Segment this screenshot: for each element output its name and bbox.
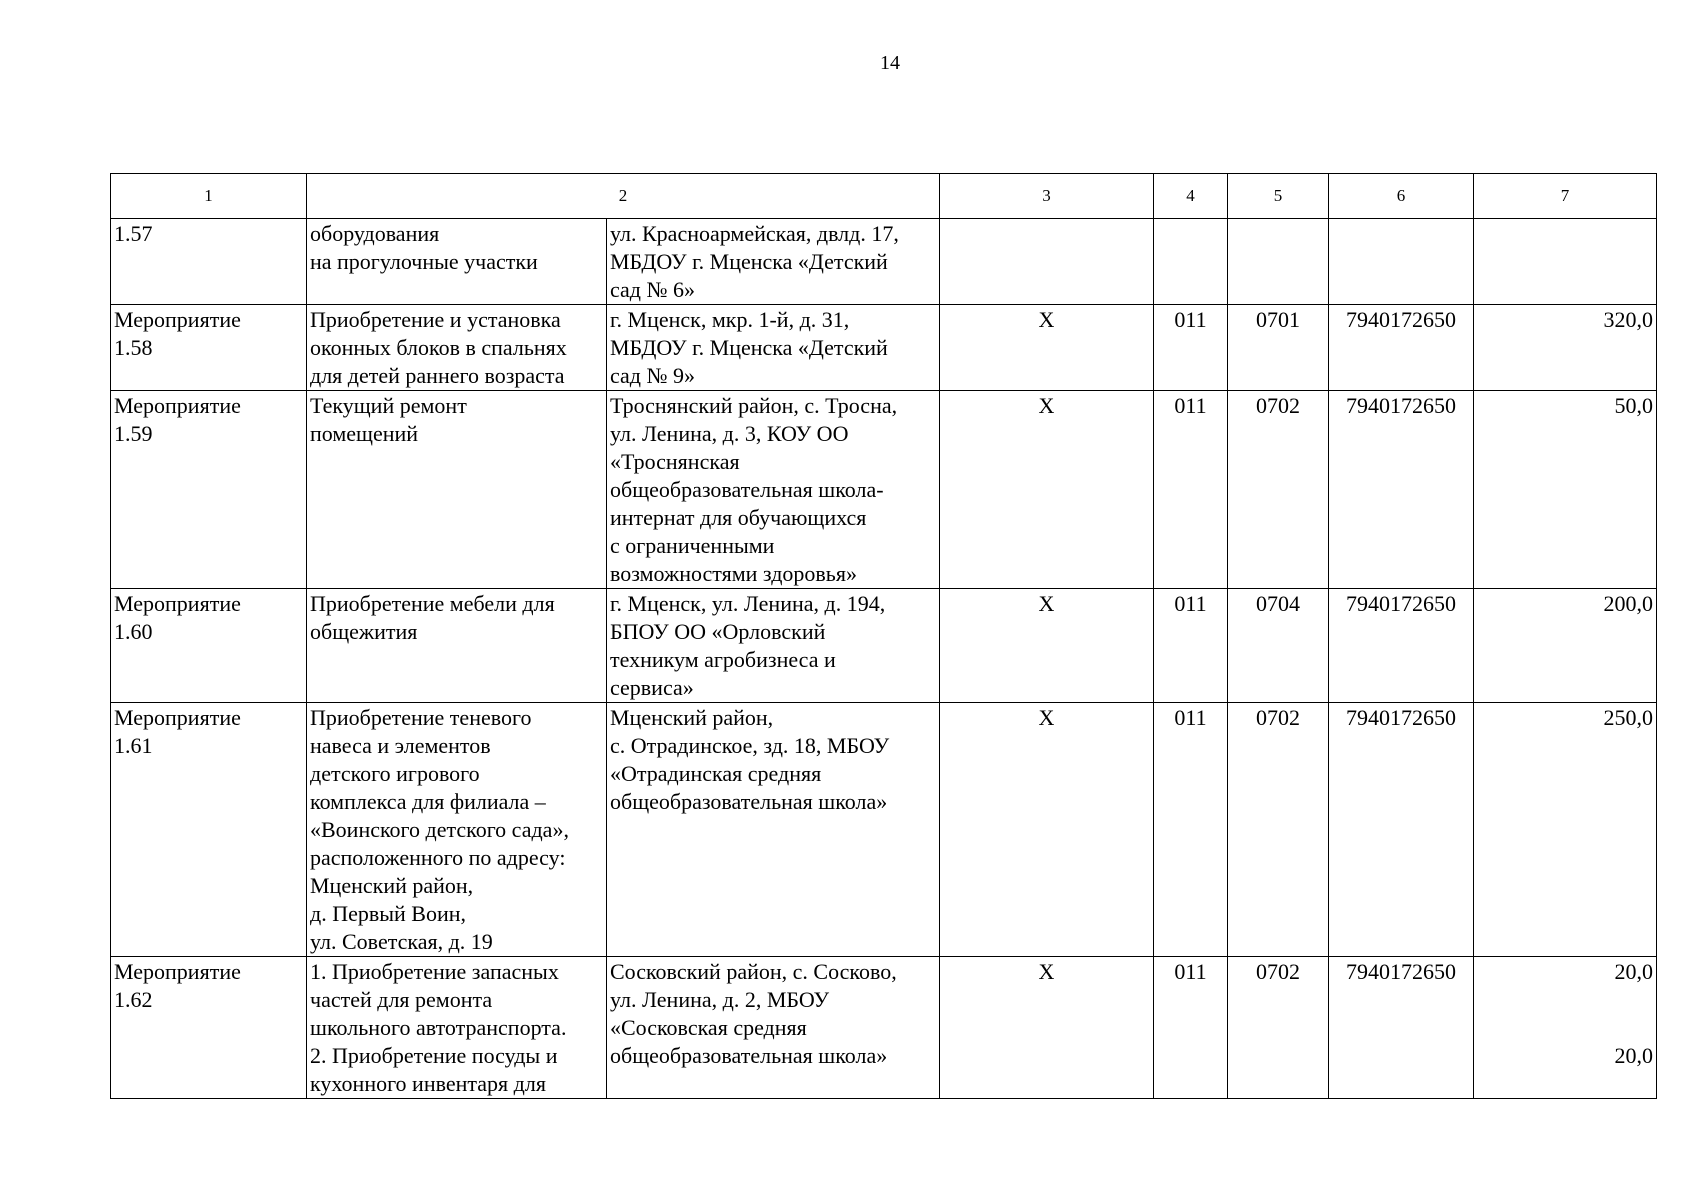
cell-col-6: 7940172650 [1329,391,1474,589]
table-row [111,305,1657,391]
cell-col-5: 0702 [1228,391,1329,589]
event-id: Мероприятие 1.60 [111,589,307,703]
cell-col-7 [1474,219,1657,305]
event-name: Текущий ремонт помещений [307,391,607,589]
cell-col-4: 011 [1154,703,1228,957]
cell-col-4: 011 [1154,391,1228,589]
event-address: г. Мценск, мкр. 1-й, д. 31, МБДОУ г. Мценска «Детский сад № 9» [607,305,940,391]
cell-col-3: Х [940,703,1154,957]
cell-col-7: 250,0 [1474,703,1657,957]
cell-col-6: 7940172650 [1329,957,1474,1099]
cell-col-6: 7940172650 [1329,703,1474,957]
cell-col-3 [940,219,1154,305]
cell-col-4: 011 [1154,589,1228,703]
table-row [111,703,1657,957]
cell-col-7: 200,0 [1474,589,1657,703]
header-col-3: 3 [940,174,1154,219]
cell-col-5: 0702 [1228,703,1329,957]
header-col-4: 4 [1154,174,1228,219]
cell-col-7: 50,0 [1474,391,1657,589]
header-col-2: 2 [307,174,940,219]
header-row [111,174,1657,219]
table-row [111,589,1657,703]
cell-col-5 [1228,219,1329,305]
event-id: Мероприятие 1.59 [111,391,307,589]
cell-col-5: 0701 [1228,305,1329,391]
cell-col-6 [1329,219,1474,305]
header-col-6: 6 [1329,174,1474,219]
cell-col-3: Х [940,957,1154,1099]
table-row [111,391,1657,589]
event-id: 1.57 [111,219,307,305]
cell-col-3: Х [940,391,1154,589]
event-address: ул. Красноармейская, двлд. 17, МБДОУ г. Мценска «Детский сад № 6» [607,219,940,305]
cell-col-4 [1154,219,1228,305]
cell-col-6: 7940172650 [1329,305,1474,391]
event-address: г. Мценск, ул. Ленина, д. 194, БПОУ ОО «Орловский техникум агробизнеса и сервиса» [607,589,940,703]
event-id: Мероприятие 1.61 [111,703,307,957]
event-address: Сосковский район, с. Сосково, ул. Ленина, д. 2, МБОУ «Сосковская средняя общеобразовательная школа» [607,957,940,1099]
event-address: Троснянский район, с. Тросна, ул. Ленина, д. 3, КОУ ОО «Троснянская общеобразовательная школа- интернат для обучающихся с ограниченными возможностями здоровья» [607,391,940,589]
event-name: Приобретение теневого навеса и элементов детского игрового комплекса для филиала – «Воинского детского сада», расположенного по адресу: Мценский район, д. Первый Воин, ул. Советская, д. 19 [307,703,607,957]
cell-col-4: 011 [1154,305,1228,391]
event-name: оборудования на прогулочные участки [307,219,607,305]
event-name: Приобретение мебели для общежития [307,589,607,703]
cell-col-3: Х [940,305,1154,391]
cell-col-3: Х [940,589,1154,703]
cell-col-6: 7940172650 [1329,589,1474,703]
cell-col-7: 20,0 20,0 [1474,957,1657,1099]
cell-col-5: 0704 [1228,589,1329,703]
event-id: Мероприятие 1.62 [111,957,307,1099]
header-col-1: 1 [111,174,307,219]
header-col-5: 5 [1228,174,1329,219]
page-number: 14 [880,52,900,74]
cell-col-5: 0702 [1228,957,1329,1099]
cell-col-4: 011 [1154,957,1228,1099]
header-col-7: 7 [1474,174,1657,219]
event-name: 1. Приобретение запасных частей для ремонта школьного автотранспорта. 2. Приобретение посуды и кухонного инвентаря для [307,957,607,1099]
event-address: Мценский район, с. Отрадинское, зд. 18, МБОУ «Отрадинская средняя общеобразовательная школа» [607,703,940,957]
table-row [111,219,1657,305]
budget-table [110,173,1657,1099]
event-name: Приобретение и установка оконных блоков в спальнях для детей раннего возраста [307,305,607,391]
event-id: Мероприятие 1.58 [111,305,307,391]
table-row [111,957,1657,1099]
cell-col-7: 320,0 [1474,305,1657,391]
